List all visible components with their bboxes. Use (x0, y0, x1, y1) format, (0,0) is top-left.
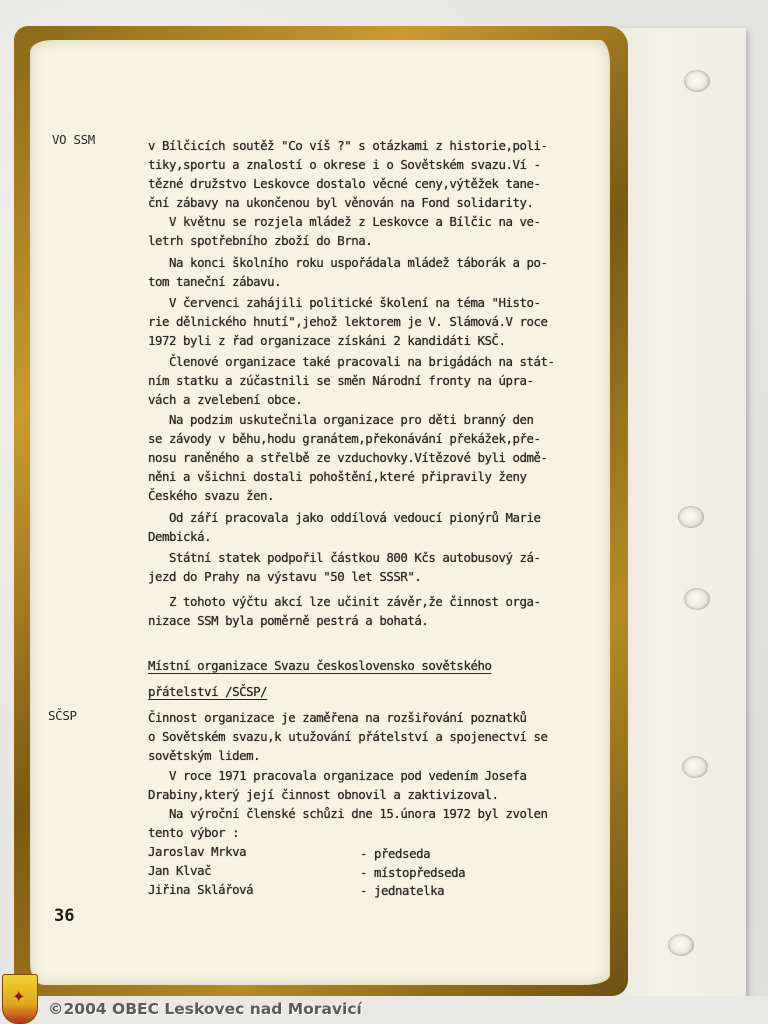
text-line: ním statku a zúčastnili se směn Národní fronty na úpra- (148, 373, 534, 388)
municipal-crest-icon: ✦ (2, 974, 38, 1024)
text-line: v Bílčicích soutěž "Co víš ?" s otázkami z historie,poli- (148, 138, 548, 153)
text-line: V červenci zahájili politické školení na téma "Histo- (148, 295, 541, 310)
text-line: Drabiny,který její činnost obnovil a zaktivizoval. (148, 787, 499, 802)
text-line: tězné družstvo Leskovce dostalo věcné ceny,výtěžek tane- (148, 176, 541, 191)
text-line: nizace SSM byla poměrně pestrá a bohatá. (148, 613, 429, 628)
page-number: 36 (54, 906, 75, 926)
punch-hole-icon (668, 934, 694, 956)
punch-hole-icon (678, 506, 704, 528)
member-role: - jednatelka (360, 883, 445, 898)
text-line: V květnu se rozjela mládež z Leskovce a Bílčic na ve- (148, 214, 541, 229)
text-line: Státní statek podpořil částkou 800 Kčs autobusový zá- (148, 550, 541, 565)
text-line: Činnost organizace je zaměřena na rozšiřování poznatků (148, 710, 527, 725)
text-line: sovětským lidem. (148, 748, 261, 763)
punch-hole-icon (682, 756, 708, 778)
text-line: tento výbor : (148, 825, 240, 840)
text-line: letrh spotřebního zboží do Brna. (148, 233, 373, 248)
text-line: tom taneční zábavu. (148, 274, 282, 289)
member-role: - místopředseda (360, 865, 466, 880)
text-line: 1972 byli z řad organizace získáni 2 kandidáti KSČ. (148, 333, 506, 348)
text-line: jezd do Prahy na výstavu "50 let SSSR". (148, 569, 422, 584)
member-name: Jiřina Sklářová (148, 882, 254, 897)
section-label-scsp: SČSP (48, 708, 77, 723)
text-line: Od září pracovala jako oddílová vedoucí pionýrů Marie (148, 510, 541, 525)
text-line: se závody v běhu,hodu granátem,překonávání překážek,pře- (148, 431, 541, 446)
text-line: Dembická. (148, 529, 212, 544)
copyright-notice: ©2004 OBEC Leskovec nad Moravicí (48, 1000, 362, 1018)
text-line: Na výroční členské schůzi dne 15.února 1972 byl zvolen (148, 806, 548, 821)
section-label-vo-ssm: VO SSM (52, 132, 95, 147)
text-line: tiky,sportu a znalostí o okrese i o Sovětském svazu.Ví - (148, 157, 541, 172)
text-line: nosu raněného a střelbě ze vzduchovky.Vítězové byli odmě- (148, 450, 548, 465)
text-line: Členové organizace také pracovali na brigádách na stát- (148, 354, 555, 369)
text-line: Na podzim uskutečnila organizace pro děti branný den (148, 412, 534, 427)
text-line: ční zábavy na ukončenou byl věnován na Fond solidarity. (148, 195, 534, 210)
member-name: Jan Klvač (148, 863, 212, 878)
text-line: vách a zvelebení obce. (148, 392, 303, 407)
section-heading-line: Místní organizace Svazu československo sovětského (148, 658, 492, 673)
text-line: rie dělnického hnutí",jehož lektorem je V. Slámová.V roce (148, 314, 548, 329)
text-line: Na konci školního roku uspořádala mládež táborák a po- (148, 255, 548, 270)
text-line: o Sovětském svazu,k utužování přátelství a spojenectví se (148, 729, 548, 744)
section-heading-line: přátelství /SČSP/ (148, 684, 268, 699)
text-line: Českého svazu žen. (148, 488, 275, 503)
text-line: Z tohoto výčtu akcí lze učinit závěr,že činnost orga- (148, 594, 541, 609)
punch-hole-icon (684, 588, 710, 610)
text-line: něni a všichni dostali pohoštění,které připravily ženy (148, 469, 527, 484)
punch-hole-icon (684, 70, 710, 92)
text-line: V roce 1971 pracovala organizace pod vedením Josefa (148, 768, 527, 783)
member-role: - předseda (360, 846, 431, 861)
member-name: Jaroslav Mrkva (148, 844, 247, 859)
